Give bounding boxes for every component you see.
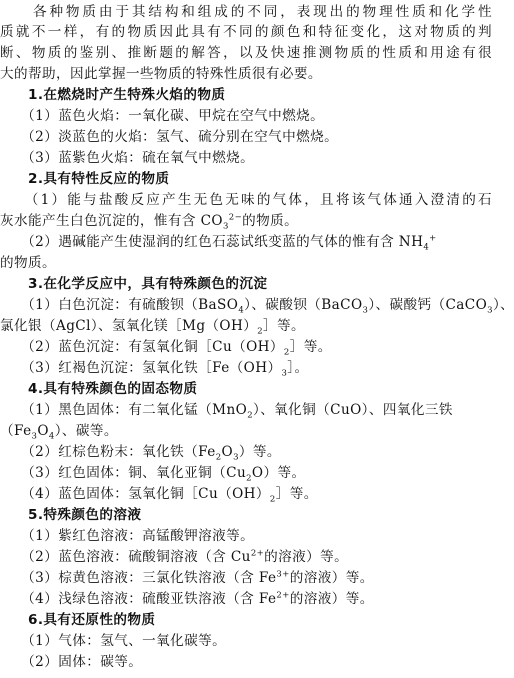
section-5-item-3: （3）棕黄色溶液：三氯化铁溶液（含 $Fe^{3+}$的溶液）等。 [0,569,374,586]
section-2-heading: 2.具有特性反应的物质 [0,171,170,187]
section-5-heading: 5.特殊颜色的溶液 [0,507,142,523]
section-5-item-2: （2）蓝色溶液：硫酸铜溶液（含 $Cu^{2+}$的溶液）等。 [0,548,349,565]
section-1-item-1: （1）蓝色火焰：一氧化碳、甲烷在空气中燃烧。 [0,108,325,124]
section-4-item-4: （4）蓝色固体：氢氧化铜$[Cu(OH)_2]$等。 [0,486,318,505]
intro-line-4: 大的帮助，因此掌握一些物质的特殊性质很有必要。 [0,66,322,82]
section-6-item-1: （1）气体：氢气、一氧化碳等。 [0,633,227,649]
section-3-item-3: （3）红褐色沉淀：氢氧化铁$[Fe(OH)_3]$。 [0,360,309,379]
intro-line-1: 各种物质由于其结构和组成的不同，表现出的物理性质和化学性 [0,4,492,20]
section-5-item-1: （1）紫红色溶液：高锰酸钾溶液等。 [0,528,255,544]
section-1-item-3: （3）蓝紫色火焰：硫在氧气中燃烧。 [0,150,255,166]
section-3-item-1-line-2: 氯化银（AgCl）、氢氧化镁$[Mg(OH)_2]$等。 [0,318,306,337]
section-4-item-3: （3）红色固体：铜、氧化亚铜$(Cu_2O)$等。 [0,465,306,484]
section-3-item-2: （2）蓝色沉淀：有氢氧化铜$[Cu(OH)_2]$等。 [0,339,332,358]
section-4-item-1-line-2: $(Fe_3O_4)$、碳等。 [0,423,118,442]
section-6-heading: 6.具有还原性的物质 [0,612,156,628]
section-1-item-2: （2）淡蓝色的火焰：氢气、硫分别在空气中燃烧。 [0,129,339,145]
section-2-item-1-line-1: （1）能与盐酸反应产生无色无味的气体，且将该气体通入澄清的石 [0,192,492,208]
section-1-heading: 1.在燃烧时产生特殊火焰的物质 [0,87,226,103]
section-4-item-2: （2）红棕色粉末：氧化铁$(Fe_2O_3)$等。 [0,444,281,463]
section-2-item-1-line-2: 灰水能产生白色沉淀的，惟有含 $CO_3^{2-}$的物质。 [0,212,299,232]
section-2-item-2-line-2: 的物质。 [0,255,56,271]
section-4-heading: 4.具有特殊颜色的固态物质 [0,381,198,397]
section-4-item-1-line-1: （1）黑色固体：有二氧化锰（MnO$_2$）、氧化铜（CuO）、四氧化三铁 [0,402,453,421]
intro-line-3: 断、物质的鉴别、推断题的解答，以及快速推测物质的性质和用途有很 [0,45,492,61]
section-6-item-2: （2）固体：碳等。 [0,654,143,670]
section-3-item-1-line-1: （1）白色沉淀：有硫酸钡（BaSO$_4$）、碳酸钡（BaCO$_3$）、碳酸钙（CaCO$_3$）、 [0,297,514,316]
intro-line-2: 质就不一样，有的物质因此具有不同的颜色和特征变化，这对物质的判 [0,24,492,40]
section-3-heading: 3.在化学反应中，具有特殊颜色的沉淀 [0,276,268,292]
section-5-item-4: （4）浅绿色溶液：硫酸亚铁溶液（含 $Fe^{2+}$的溶液）等。 [0,590,374,607]
section-2-item-2-line-1: （2）遇碱能产生使湿润的红色石蕊试纸变蓝的气体的惟有含 $NH_4^+$ [0,233,437,253]
